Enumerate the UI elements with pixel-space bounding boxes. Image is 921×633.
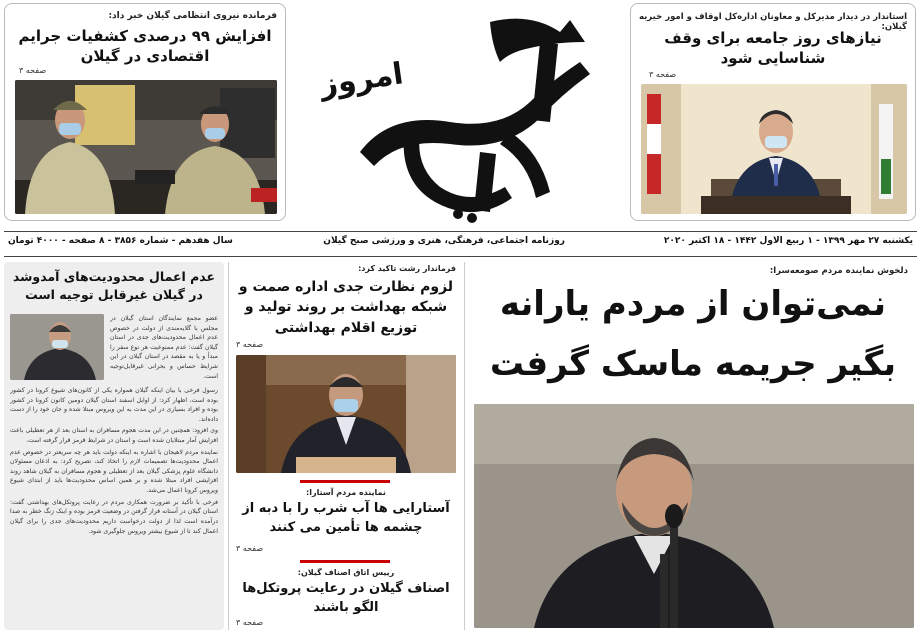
logo-small-text: امروز bbox=[317, 56, 406, 103]
lead-headline-line1: نمی‌توان از مردم یارانه bbox=[499, 284, 887, 324]
dateline-top-rule bbox=[4, 231, 917, 232]
left-story-paragraph-1: عضو مجمع نمایندگان استان گیلان در مجلس با گلایه‌مندی از دولت در خصوص عدم اعمال محدودیت‌های جدی در استان گیلان گفت: عدم ممنوعیت هر نوع سفر را مبدأ و یا به مقصد در استان گیلان در این شرایط حساس و بحرانی غیرقابل‌توجیه است. bbox=[110, 315, 218, 380]
dateline-issue: سال هفدهم - شماره ۳۸۵۶ - ۸ صفحه - ۴۰۰۰ تومان bbox=[8, 236, 233, 246]
middle-story-1-kicker: فرماندار رشت تاکید کرد: bbox=[358, 264, 456, 273]
column-divider-right bbox=[464, 262, 465, 630]
dateline-date: یکشنبه ۲۷ مهر ۱۳۹۹ - ۱ ربیع الاول ۱۴۴۲ - ۱۸ اکتبر ۲۰۲۰ bbox=[663, 236, 913, 246]
top-left-headline: افزایش ۹۹ درصدی کشفیات جرایم اقتصادی در گیلان bbox=[18, 27, 272, 66]
governor-portrait-icon bbox=[641, 84, 907, 214]
middle-story-3-headline: اصناف گیلان در رعایت پروتکل‌ها الگو باشند bbox=[242, 581, 450, 615]
column-divider-left bbox=[228, 262, 229, 630]
middle-story-2-page-ref: صفحه ۳ bbox=[236, 544, 264, 553]
middle-story-1-page-ref: صفحه ۳ bbox=[236, 340, 264, 349]
masthead-logo bbox=[300, 2, 620, 234]
left-story-paragraph-5: فرخی با تأکید بر ضرورت همکاری مردم در رعایت پروتکل‌های بهداشتی گفت: استان گیلان در آستانه قرار گرفتن در وضعیت قرمز بوده و اینک زنگ خطر به صدا درآمده است لذا از دولت درخواست داریم محدودیت‌های جدی را برای گیلان اعمال کند تا از شیوع بیشتر ویروس جلوگیری شود. bbox=[10, 498, 218, 535]
top-right-page-ref: صفحه ۳ bbox=[649, 70, 677, 79]
left-story-paragraph-4: نماینده مردم لاهیجان با اشاره به اینکه دولت باید هر چه سریعتر در خصوص عدم اعمال محدودیت‌ها تصمیمات لازم را اتخاذ کند، تصریح کرد: به اذعان مسئولان دانشگاه علوم پزشکی گیلان بعد از تعطیلی و هجوم مسافران به گیلان شاهد روند افزایشی افراد مبتلا شده و بر همین اساس محدودیت‌ها باید از ابتدای شیوع ویروس کرونا اعمال می‌شد. bbox=[10, 448, 218, 495]
left-story-paragraph-2: رسول فرخی با بیان اینکه گیلان همواره یکی از کانون‌های شیوع کرونا در کشور بوده است، اظهار کرد: از اوایل اسفند استان گیلان دومین کانون کرونا در کشور بوده و افراد بسیاری در این مدت به این ویروس مبتلا شده و جان خود را از دست داده‌اند. bbox=[10, 387, 218, 423]
middle-story-3[interactable] bbox=[232, 568, 460, 618]
dateline-bottom-rule bbox=[4, 256, 917, 257]
top-right-headline: نیازهای روز جامعه برای وقف شناسایی شود bbox=[664, 29, 882, 68]
left-story-headline: عدم اعمال محدودیت‌های آمدوشد در گیلان غیرقابل توجیه است bbox=[12, 269, 216, 303]
left-story-body bbox=[10, 386, 218, 624]
middle-story-1-headline: لزوم نظارت جدی اداره صمت و شبکه بهداشت بر روند تولید و توزیع اقلام بهداشتی bbox=[238, 279, 454, 336]
top-right-photo bbox=[641, 84, 907, 214]
left-story-body-top bbox=[110, 314, 218, 384]
middle-story-2-headline: آستارایی ها آب شرب را با دبه از چشمه ها تأمین می کنند bbox=[242, 501, 450, 535]
lead-story[interactable] bbox=[468, 262, 918, 630]
middle-divider-2 bbox=[300, 560, 390, 563]
middle-story-1[interactable] bbox=[232, 264, 460, 338]
middle-story-3-kicker: رییس اتاق اصناف گیلان: bbox=[297, 568, 395, 577]
dateline-tagline: روزنامه اجتماعی، فرهنگی، هنری و ورزشی صبح گیلان bbox=[323, 236, 565, 246]
left-story-photo bbox=[10, 314, 104, 380]
middle-story-1-photo bbox=[236, 355, 456, 473]
top-left-news-box[interactable] bbox=[4, 3, 286, 221]
newspaper-logo-icon bbox=[300, 2, 620, 234]
dateline-bar bbox=[6, 236, 915, 252]
middle-divider-1 bbox=[300, 480, 390, 483]
left-story-paragraph-3: وی افزود: همچنین در این مدت هجوم مسافران به استان بعد از هر تعطیلی باعث افزایش آمار مبتلایان شده است و استان در شرایط قرمز قرار گرفته است. bbox=[10, 427, 218, 445]
top-left-photo bbox=[15, 80, 277, 214]
left-story[interactable] bbox=[4, 262, 224, 630]
top-left-kicker: فرمانده نیروی انتظامی گیلان خبر داد: bbox=[108, 11, 277, 21]
middle-story-2[interactable] bbox=[232, 488, 460, 538]
mp-portrait-icon bbox=[10, 314, 104, 380]
lead-speaker-icon bbox=[474, 404, 914, 628]
governor-desk-icon bbox=[236, 355, 456, 473]
lead-photo bbox=[474, 404, 914, 628]
middle-story-3-page-ref: صفحه ۳ bbox=[236, 618, 264, 627]
top-right-news-box[interactable] bbox=[630, 3, 916, 221]
top-right-kicker: استاندار در دیدار مدیرکل و معاونان اداره‌کل اوقاف و امور خیریه گیلان: bbox=[639, 12, 907, 32]
lead-kicker: دلخوش نماینده مردم صومعه‌سرا: bbox=[769, 266, 908, 276]
police-commanders-icon bbox=[15, 80, 277, 214]
top-left-page-ref: صفحه ۳ bbox=[19, 66, 47, 75]
lead-headline-line2: بگیر جریمه ماسک گرفت bbox=[489, 344, 897, 384]
middle-story-2-kicker: نماینده مردم آستارا: bbox=[306, 488, 386, 497]
